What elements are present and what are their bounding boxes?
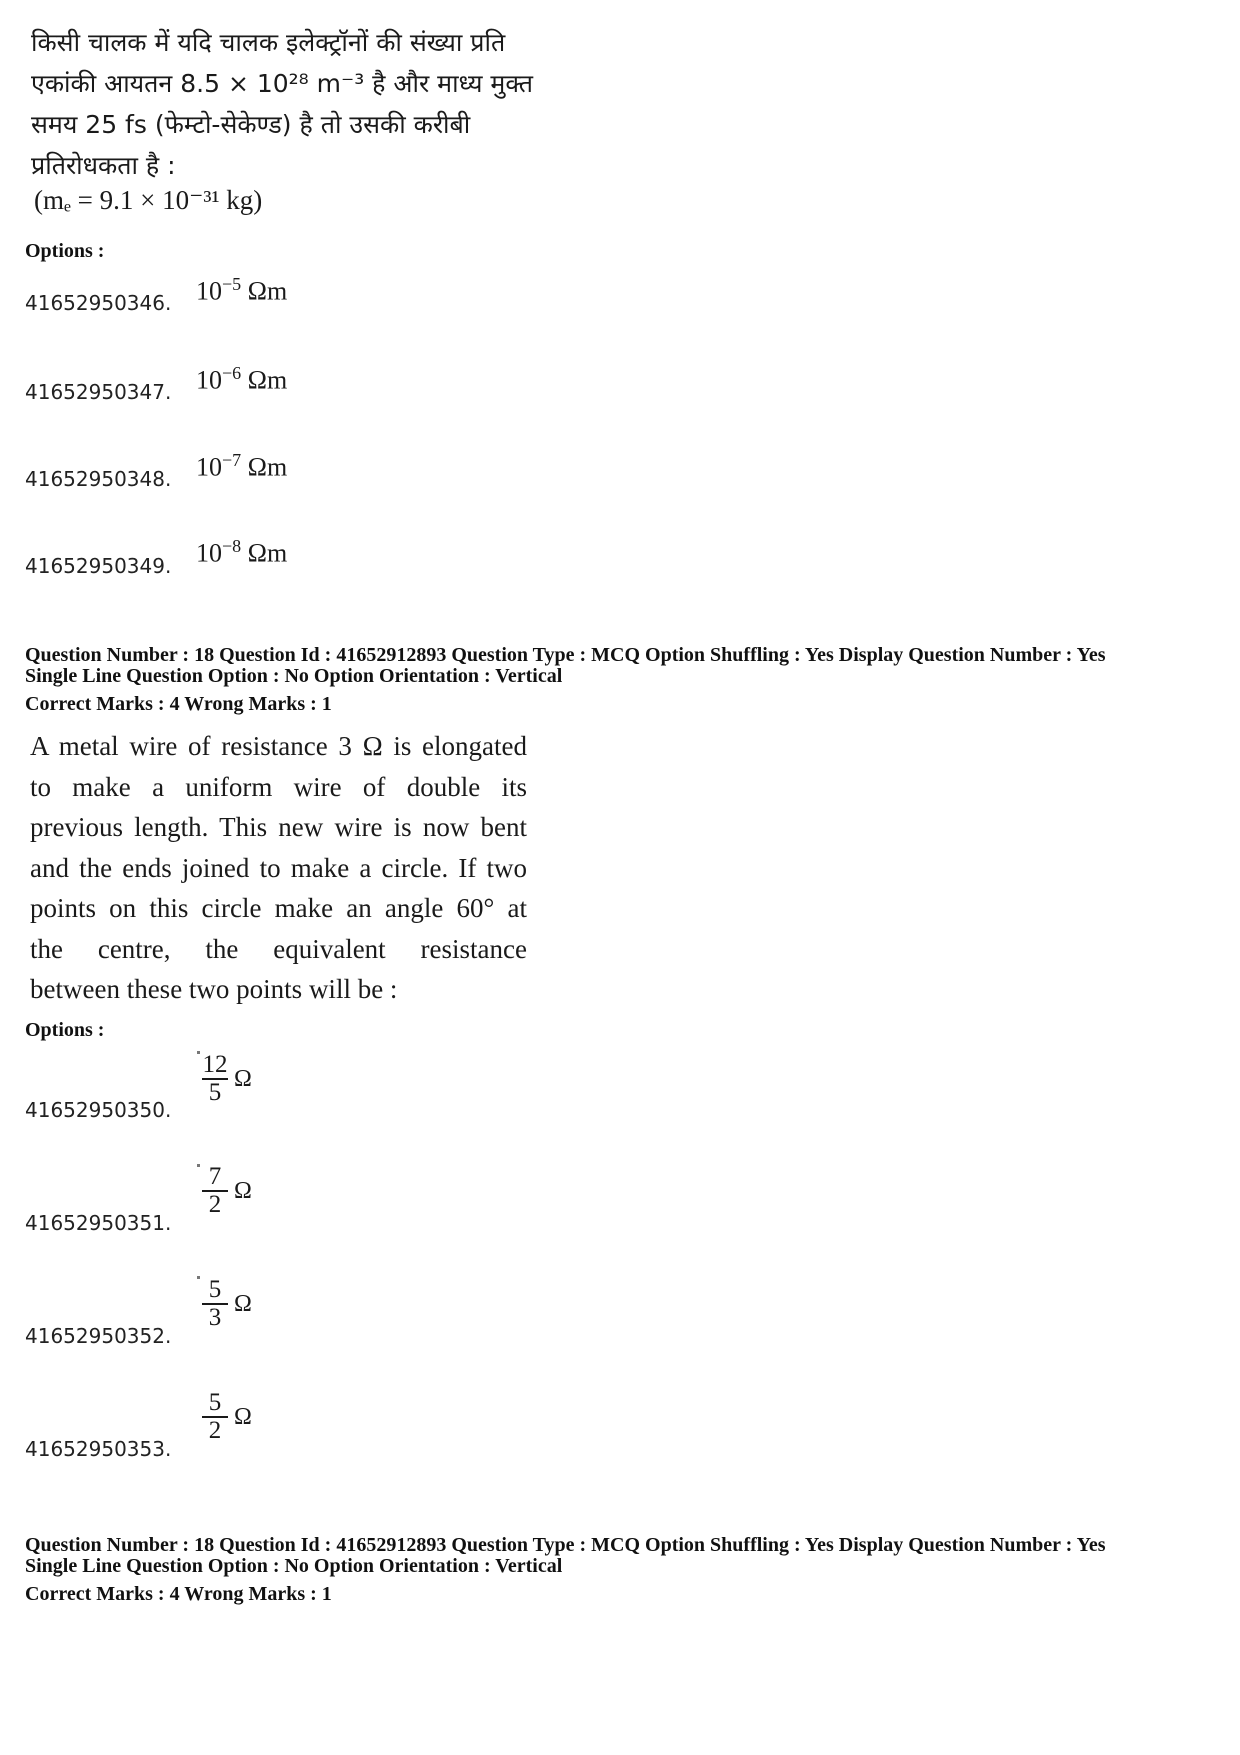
option-base: 10 — [196, 538, 222, 568]
question-line: the centre, the equivalent resistance — [30, 933, 527, 964]
option-exponent: −7 — [222, 450, 242, 470]
options-heading: Options : — [25, 240, 105, 262]
fraction — [202, 1164, 228, 1218]
fraction-numerator: 7 — [208, 1163, 222, 1190]
question-line: A metal wire of resistance 3 Ω is elongated — [30, 731, 527, 761]
fraction-denominator: 2 — [208, 1191, 222, 1218]
question-line: previous length. This new wire is now bent — [30, 812, 527, 842]
question-line: किसी चालक में यदि चालक इलेक्ट्रॉनों की संख्या प्रति — [31, 28, 506, 57]
option-value[interactable] — [196, 363, 287, 396]
option-unit: Ω — [234, 1177, 252, 1204]
scan-artifact — [197, 1164, 200, 1167]
question-meta-line: Question Number : 18 Question Id : 41652912893 Question Type : MCQ Option Shuffling : Yes Display Question Number : Yes — [25, 644, 1106, 666]
question-line: एकांकी आयतन 8.5 × 10²⁸ m⁻³ है और माध्य मुक्त — [31, 69, 534, 98]
option-unit: Ωm — [247, 276, 288, 306]
question-line: and the ends joined to make a circle. If two — [30, 852, 527, 883]
option-value[interactable] — [196, 274, 287, 307]
question-meta — [25, 645, 1105, 687]
option-unit: Ωm — [247, 538, 288, 568]
fraction — [202, 1390, 228, 1444]
options-heading: Options : — [25, 1019, 105, 1041]
option-exponent: −8 — [222, 536, 242, 556]
option-value[interactable] — [202, 1390, 252, 1444]
fraction — [202, 1052, 228, 1106]
option-unit: Ω — [234, 1403, 252, 1430]
option-id: 41652950348. — [25, 467, 172, 491]
option-unit: Ω — [234, 1065, 252, 1092]
option-base: 10 — [196, 365, 222, 395]
question-line: to make a uniform wire of double its — [30, 771, 527, 802]
option-unit: Ωm — [247, 365, 288, 395]
electron-mass-constant: (mₑ = 9.1 × 10⁻³¹ kg) — [34, 185, 263, 215]
option-exponent: −5 — [222, 274, 242, 294]
fraction-denominator: 3 — [208, 1304, 222, 1331]
option-id: 41652950353. — [25, 1437, 172, 1461]
fraction — [202, 1277, 228, 1331]
scan-artifact — [197, 1051, 200, 1054]
scan-artifact — [197, 1276, 200, 1279]
question-text-hindi — [31, 22, 551, 186]
question-line: points on this circle make an angle 60° at — [30, 893, 527, 923]
question-line: between these two points will be : — [30, 974, 398, 1004]
option-id: 41652950351. — [25, 1211, 172, 1235]
option-id: 41652950347. — [25, 380, 172, 404]
option-value[interactable] — [202, 1052, 252, 1106]
option-value[interactable] — [202, 1277, 252, 1331]
marks-info: Correct Marks : 4 Wrong Marks : 1 — [25, 693, 332, 715]
fraction-numerator: 5 — [208, 1276, 222, 1303]
fraction-denominator: 2 — [208, 1417, 222, 1444]
option-value[interactable] — [196, 536, 287, 569]
question-meta — [25, 1535, 1105, 1577]
option-base: 10 — [196, 276, 222, 306]
question-text-english — [30, 726, 530, 1010]
question-meta-line: Single Line Question Option : No Option Orientation : Vertical — [25, 665, 563, 687]
fraction-numerator: 5 — [208, 1389, 222, 1416]
marks-info: Correct Marks : 4 Wrong Marks : 1 — [25, 1583, 332, 1605]
option-value[interactable] — [202, 1164, 252, 1218]
option-unit: Ω — [234, 1290, 252, 1317]
option-value[interactable] — [196, 450, 287, 483]
fraction-denominator: 5 — [208, 1079, 222, 1106]
option-id: 41652950352. — [25, 1324, 172, 1348]
question-meta-line: Single Line Question Option : No Option Orientation : Vertical — [25, 1555, 563, 1577]
option-unit: Ωm — [247, 452, 288, 482]
question-meta-line: Question Number : 18 Question Id : 41652912893 Question Type : MCQ Option Shuffling : Yes Display Question Number : Yes — [25, 1534, 1106, 1556]
option-id: 41652950346. — [25, 291, 172, 315]
question-line: प्रतिरोधकता है : — [31, 151, 176, 180]
option-id: 41652950349. — [25, 554, 172, 578]
option-base: 10 — [196, 452, 222, 482]
option-exponent: −6 — [222, 363, 242, 383]
question-line: समय 25 fs (फेम्टो-सेकेण्ड) है तो उसकी करीबी — [31, 110, 471, 139]
fraction-numerator: 12 — [202, 1051, 228, 1078]
option-id: 41652950350. — [25, 1098, 172, 1122]
